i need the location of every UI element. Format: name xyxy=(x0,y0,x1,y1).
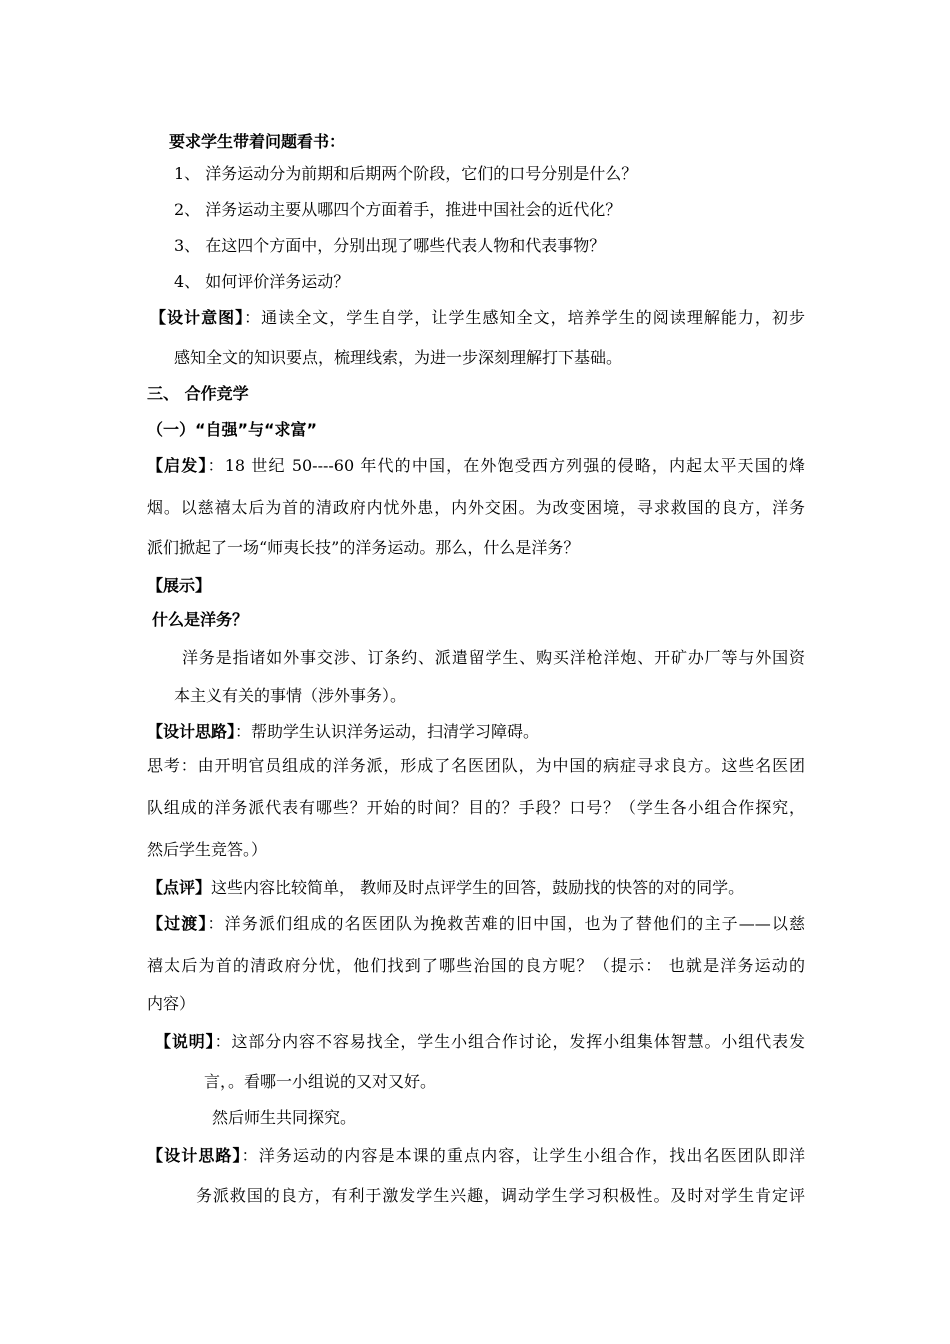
transition-line-3: 内容） xyxy=(147,994,196,1013)
design-idea-1-text: ：帮助学生认识洋务运动，扫清学习障碍。 xyxy=(235,722,540,741)
explain-line-1 xyxy=(155,1032,805,1052)
think-line-3: 然后学生竞答。） xyxy=(147,840,268,859)
transition-line-2: 禧太后为首的清政府分忧，他们找到了哪些治国的良方呢？（提示： 也就是洋务运动的 xyxy=(147,956,805,975)
think-line-2: 队组成的洋务派代表有哪些？开始的时间？目的？手段？口号？（学生各小组合作探究， xyxy=(147,798,805,817)
transition-line-1 xyxy=(147,914,805,934)
question-1: 1、 洋务运动分为前期和后期两个阶段，它们的口号分别是什么？ xyxy=(174,164,638,183)
show-definition-line-2: 本主义有关的事情（涉外事务）。 xyxy=(174,686,407,705)
design-intent-text-1: ：通读全文，学生自学，让学生感知全文，培养学生的阅读理解能力，初步 xyxy=(244,308,805,327)
explain-label: 【说明】 xyxy=(155,1032,215,1051)
transition-text-1: ：洋务派们组成的名医团队为挽救苦难的旧中国，也为了替他们的主子——以慈 xyxy=(207,914,805,933)
design-intent-line-1 xyxy=(150,308,805,328)
explain-line-3: 然后师生共同探究。 xyxy=(212,1108,357,1127)
design-idea-1 xyxy=(147,722,539,742)
comment-label: 【点评】 xyxy=(147,878,212,897)
comment xyxy=(147,878,744,898)
inspire-label: 【启发】 xyxy=(147,456,208,475)
question-3: 3、 在这四个方面中，分别出现了哪些代表人物和代表事物？ xyxy=(174,236,606,255)
intro-heading: 要求学生带着问题看书： xyxy=(169,132,346,151)
design-idea-2-text-1: ：洋务运动的内容是本课的重点内容，让学生小组合作，找出名医团队即洋 xyxy=(241,1146,805,1165)
design-idea-2-label: 【设计思路】 xyxy=(147,1146,242,1165)
design-idea-2-line-1 xyxy=(147,1146,805,1166)
question-2: 2、 洋务运动主要从哪四个方面着手，推进中国社会的近代化？ xyxy=(174,200,622,219)
inspire-line-2: 烟。以慈禧太后为首的清政府内忧外患，内外交困。为改变困境，寻求救国的良方，洋务 xyxy=(147,498,805,517)
subsection-1-heading: （一）“自强”与“求富” xyxy=(147,420,318,439)
question-4: 4、 如何评价洋务运动？ xyxy=(174,272,350,291)
design-intent-label: 【设计意图】 xyxy=(150,308,245,327)
show-definition-line-1: 洋务是指诸如外事交涉、订条约、派遣留学生、购买洋枪洋炮、开矿办厂等与外国资 xyxy=(182,648,805,667)
design-idea-1-label: 【设计思路】 xyxy=(147,722,236,741)
section-3-heading: 三、 合作竞学 xyxy=(147,384,249,403)
transition-label: 【过渡】 xyxy=(147,914,208,933)
explain-text-1: ：这部分内容不容易找全，学生小组合作讨论，发挥小组集体智慧。小组代表发 xyxy=(214,1032,805,1051)
inspire-text-1: ：18 世纪 50----60 年代的中国，在外饱受西方列强的侵略，内起太平天国的烽 xyxy=(207,456,805,475)
inspire-line-1 xyxy=(147,456,805,476)
comment-text: 这些内容比较简单， 教师及时点评学生的回答，鼓励找的快答的对的同学。 xyxy=(211,878,745,897)
show-question: 什么是洋务？ xyxy=(152,610,249,629)
explain-line-2: 言，。看哪一小组说的又对又好。 xyxy=(204,1072,437,1091)
design-idea-2-line-2: 务派救国的良方，有利于激发学生兴趣，调动学生学习积极性。及时对学生肯定评 xyxy=(196,1186,805,1205)
show-label: 【展示】 xyxy=(147,576,212,595)
think-line-1: 思考：由开明官员组成的洋务派，形成了名医团队，为中国的病症寻求良方。这些名医团 xyxy=(147,756,805,775)
design-intent-line-2: 感知全文的知识要点，梳理线索，为进一步深刻理解打下基础。 xyxy=(174,348,623,367)
inspire-line-3: 派们掀起了一场“师夷长技”的洋务运动。那么，什么是洋务？ xyxy=(147,538,580,557)
